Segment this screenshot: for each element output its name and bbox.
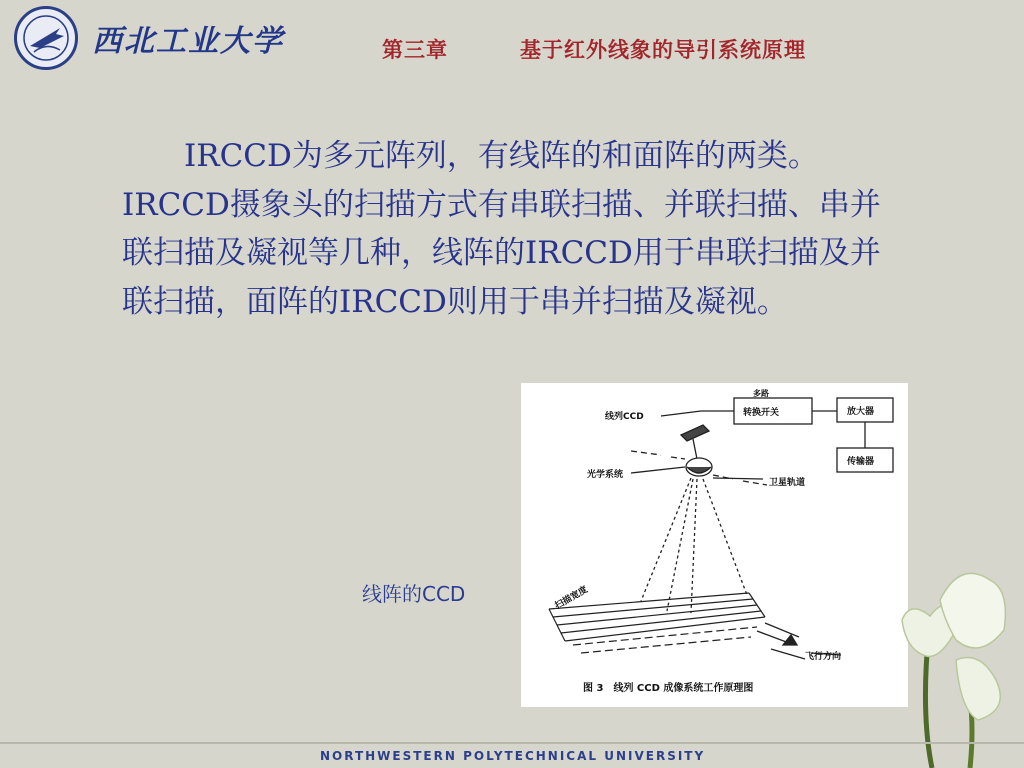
- main-paragraph: IRCCD为多元阵列，有线阵的和面阵的两类。IRCCD摄象头的扫描方式有串联扫描、并联扫描、串并联扫描及凝视等几种，线阵的IRCCD用于串联扫描及并联扫描，面阵的IRCCD则用于串并扫描及凝视。: [122, 138, 881, 320]
- label-orbit: 卫星轨道: [769, 478, 806, 488]
- figure-caption: 图 3 线列 CCD 成像系统工作原理图: [583, 683, 754, 694]
- label-amplifier: 放大器: [847, 407, 875, 417]
- label-switch-line1: 多路: [753, 389, 769, 398]
- label-swath: 扫描宽度: [553, 584, 590, 612]
- chapter-title: 基于红外线象的导引系统原理: [520, 38, 806, 62]
- ccd-diagram: [521, 383, 908, 707]
- footer-divider: [0, 742, 1024, 744]
- main-paragraph-block: [122, 132, 902, 326]
- university-seal-icon: [14, 6, 78, 70]
- label-linear-ccd: 线列CCD: [605, 412, 644, 422]
- ccd-diagram-figure: [521, 383, 908, 707]
- chapter-number: 第三章: [382, 38, 448, 62]
- label-optics: 光学系统: [587, 470, 624, 480]
- university-logo-text: 西北工业大学: [92, 24, 284, 59]
- side-caption: 线阵的CCD: [362, 582, 466, 606]
- footer-university-name: NORTHWESTERN POLYTECHNICAL UNIVERSITY: [320, 749, 706, 763]
- lily-decoration-icon: [900, 560, 1024, 768]
- label-switch: 转换开关: [743, 408, 780, 418]
- label-flight-direction: 飞行方向: [805, 652, 842, 662]
- slide-header: [0, 0, 1024, 80]
- label-transmitter: 传输器: [847, 457, 875, 467]
